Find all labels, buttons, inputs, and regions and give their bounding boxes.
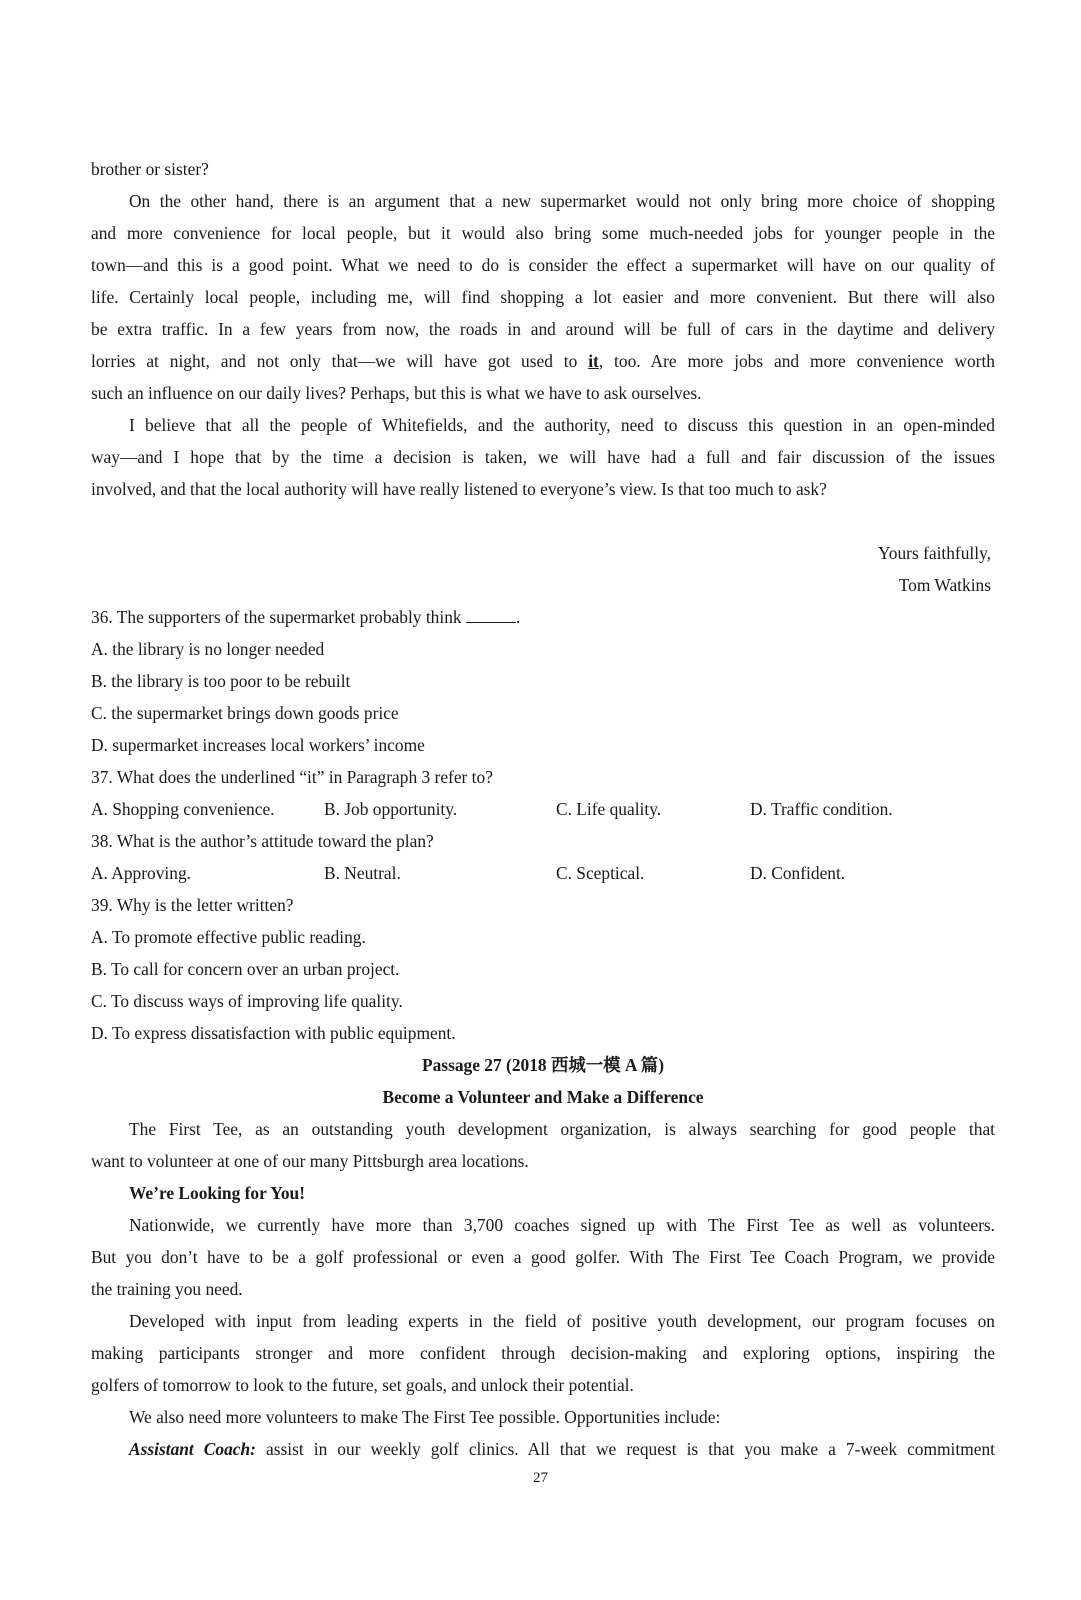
letter-text-line: life. Certainly local people, including me, will find shopping a lot easier and more convenient. But there will also bbox=[91, 287, 995, 307]
letter-text-line: way—and I hope that by the time a decision is taken, we will have had a full and fair discussion of the issues bbox=[91, 447, 995, 467]
letter-text-line: involved, and that the local authority will have really listened to everyone’s view. Is that too much to ask? bbox=[91, 479, 827, 499]
question-37-stem: 37. What does the underlined “it” in Paragraph 3 refer to? bbox=[91, 767, 493, 787]
letter-text-line: I believe that all the people of Whitefields, and the authority, need to discuss this question in an open-minded bbox=[129, 415, 995, 435]
question-option: B. Neutral. bbox=[324, 863, 401, 883]
letter-closing: Yours faithfully, bbox=[877, 543, 991, 563]
letter-text-line: On the other hand, there is an argument that a new supermarket would not only bring more choice of shopping bbox=[129, 191, 995, 211]
text-segment: lorries at night, and not only that—we will have got used to bbox=[91, 351, 589, 371]
question-38-stem: 38. What is the author’s attitude toward the plan? bbox=[91, 831, 434, 851]
passage-text-line bbox=[91, 1433, 995, 1465]
passage-text-line: But you don’t have to be a golf professional or even a good golfer. With The First Tee Coach Program, we provide bbox=[91, 1247, 995, 1267]
question-39-stem: 39. Why is the letter written? bbox=[91, 895, 294, 915]
passage-heading: Passage 27 (2018 西城一模 A 篇) bbox=[421, 1055, 664, 1075]
question-option: D. Confident. bbox=[750, 863, 846, 883]
question-option: D. Traffic condition. bbox=[750, 799, 893, 819]
question-option: B. Job opportunity. bbox=[324, 799, 458, 819]
question-option: A. To promote effective public reading. bbox=[91, 927, 366, 947]
question-option: B. the library is too poor to be rebuilt bbox=[91, 671, 351, 691]
letter-text-line bbox=[91, 345, 995, 377]
letter-text-line: brother or sister? bbox=[91, 159, 209, 179]
question-options-row bbox=[91, 857, 995, 889]
letter-text-line: and more convenience for local people, but it would also bring some much-needed jobs for younger people in the bbox=[91, 223, 995, 243]
passage-text-line: golfers of tomorrow to look to the future, set goals, and unlock their potential. bbox=[91, 1375, 634, 1395]
passage-text-line: making participants stronger and more confident through decision-making and exploring options, inspiring the bbox=[91, 1343, 995, 1363]
passage-text-line: the training you need. bbox=[91, 1279, 243, 1299]
letter-text-line: such an influence on our daily lives? Perhaps, but this is what we have to ask ourselves. bbox=[91, 383, 702, 403]
passage-text-line: The First Tee, as an outstanding youth development organization, is always searching for good people that bbox=[129, 1119, 995, 1139]
question-option: A. the library is no longer needed bbox=[91, 639, 325, 659]
question-option: C. the supermarket brings down goods price bbox=[91, 703, 399, 723]
passage-text-line: Nationwide, we currently have more than 3,700 coaches signed up with The First Tee as well as volunteers. bbox=[129, 1215, 995, 1235]
document-page bbox=[91, 153, 995, 1465]
letter-text-line: town—and this is a good point. What we need to do is consider the effect a supermarket will have on our quality of bbox=[91, 255, 995, 275]
question-36-stem: 36. The supporters of the supermarket probably think . bbox=[91, 601, 995, 633]
question-option: B. To call for concern over an urban project. bbox=[91, 959, 400, 979]
question-option: D. To express dissatisfaction with public equipment. bbox=[91, 1023, 456, 1043]
role-term: Assistant Coach: bbox=[129, 1439, 256, 1459]
passage-text-line: want to volunteer at one of our many Pittsburgh area locations. bbox=[91, 1151, 529, 1171]
passage-subheading: We’re Looking for You! bbox=[129, 1183, 306, 1203]
question-option: D. supermarket increases local workers’ income bbox=[91, 735, 425, 755]
text-segment: assist in our weekly golf clinics. All that we request is that you make a 7-week commitment bbox=[255, 1439, 995, 1459]
letter-signature: Tom Watkins bbox=[898, 575, 991, 595]
question-option: C. To discuss ways of improving life quality. bbox=[91, 991, 403, 1011]
answer-blank bbox=[466, 604, 516, 623]
question-option: C. Life quality. bbox=[556, 799, 662, 819]
passage-text-line: We also need more volunteers to make The First Tee possible. Opportunities include: bbox=[129, 1407, 721, 1427]
question-option: A. Approving. bbox=[91, 863, 191, 883]
text-segment: , too. Are more jobs and more convenience worth bbox=[598, 351, 995, 371]
page-number: 27 bbox=[533, 1470, 548, 1486]
passage-title: Become a Volunteer and Make a Difference bbox=[382, 1087, 704, 1107]
underlined-it: it bbox=[588, 351, 599, 371]
question-options-row bbox=[91, 793, 995, 825]
passage-text-line: Developed with input from leading experts in the field of positive youth development, our program focuses on bbox=[129, 1311, 995, 1331]
letter-text-line: be extra traffic. In a few years from now, the roads in and around will be full of cars in the daytime and delivery bbox=[91, 319, 995, 339]
question-option: C. Sceptical. bbox=[556, 863, 645, 883]
question-option: A. Shopping convenience. bbox=[91, 799, 275, 819]
